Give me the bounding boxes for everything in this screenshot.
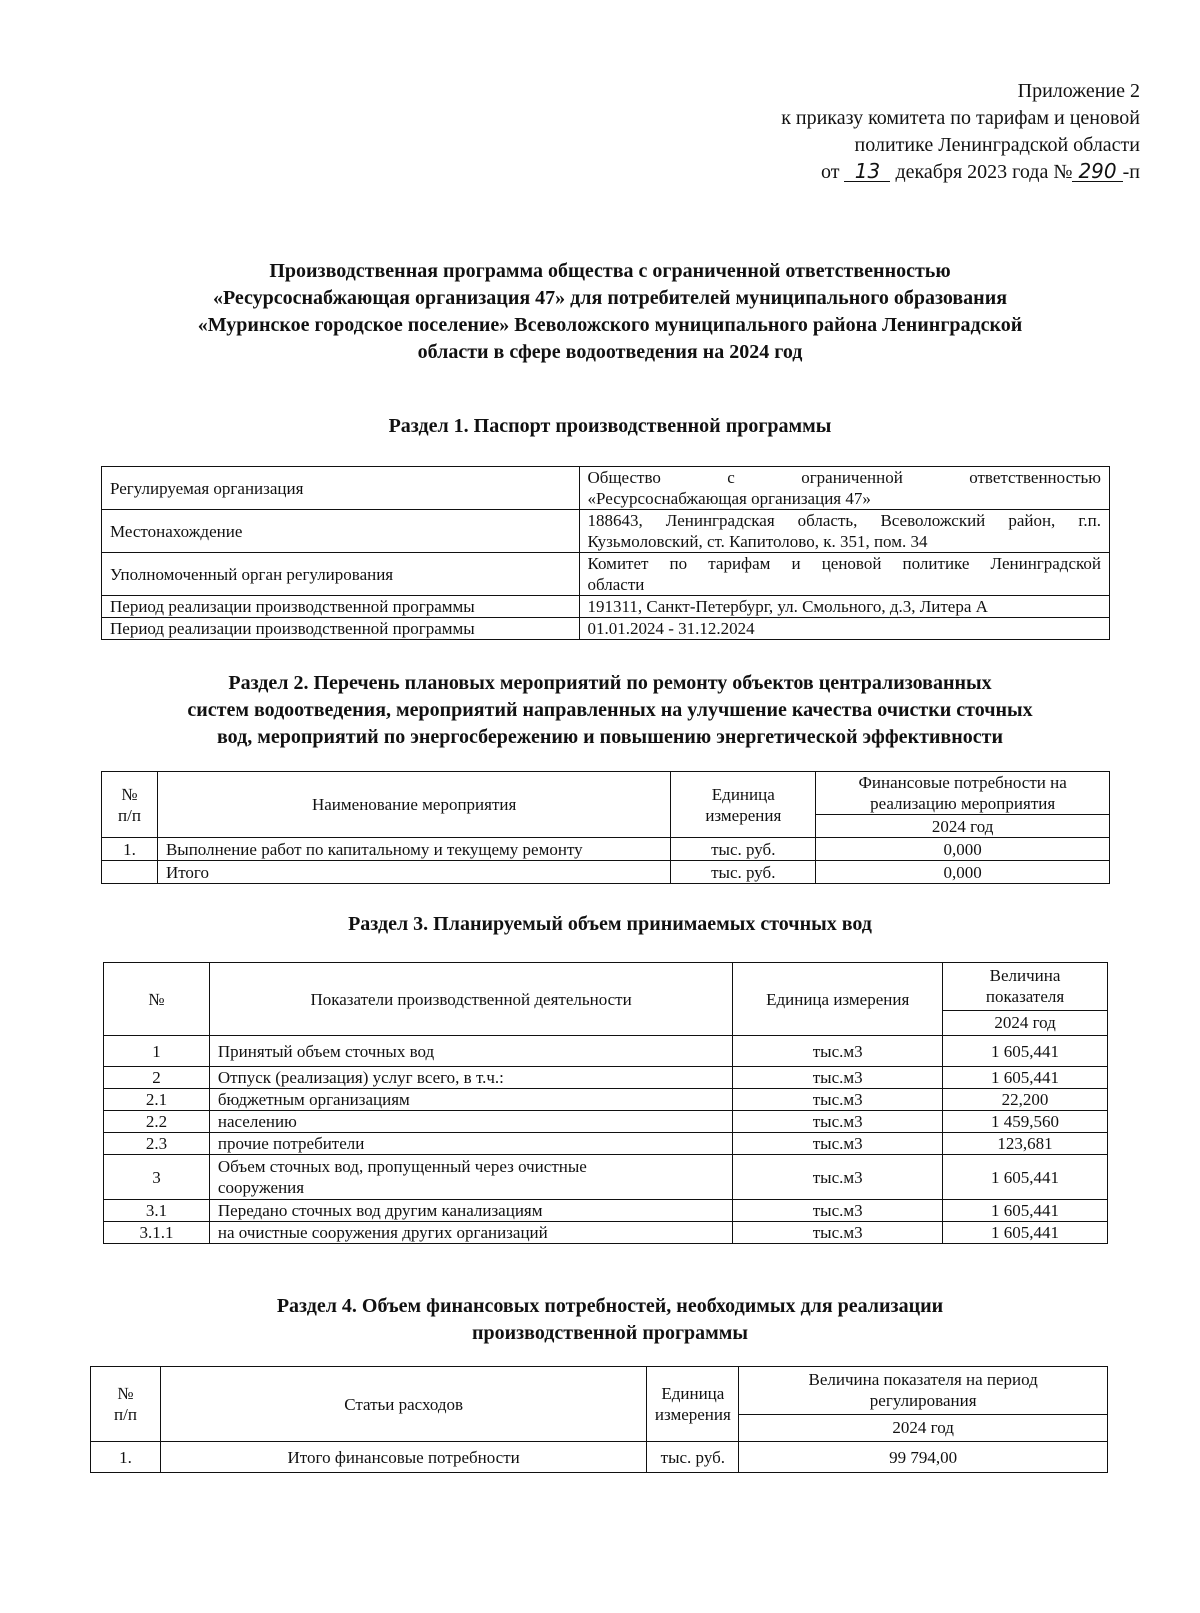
cell-unit: тыс.м3: [733, 1200, 943, 1222]
header-unit: Единица измерения: [733, 963, 943, 1036]
row-label: Местонахождение: [102, 510, 580, 553]
section1-heading: Раздел 1. Паспорт производственной программы: [388, 415, 832, 437]
table-row: [91, 1442, 1108, 1473]
cell-unit: тыс.м3: [733, 1089, 943, 1111]
header-value-b: показателя: [985, 987, 1065, 1007]
section2-heading-line-2: систем водоотведения, мероприятий направленных на улучшение качества очистки сточных: [187, 699, 1033, 721]
cell-value: 0,000: [816, 838, 1110, 861]
cell-num: 2.2: [104, 1111, 210, 1133]
cell-num: 2.1: [104, 1089, 210, 1111]
title-line-3: «Муринское городское поселение» Всеволожского муниципального района Ленинградской: [197, 314, 1023, 336]
table-row: [104, 1036, 1108, 1067]
table-row: [102, 510, 1110, 553]
header-value-a: Величина показателя на период: [808, 1370, 1038, 1390]
cell-value: 99 794,00: [739, 1442, 1108, 1473]
header-num-a: №: [117, 1384, 134, 1403]
section2-activities-table: [101, 771, 1110, 884]
cell-unit: тыс.м3: [733, 1067, 943, 1089]
cell-value: 1 605,441: [943, 1200, 1108, 1222]
header-fin: [816, 772, 1110, 815]
value-line-b: области: [587, 575, 645, 594]
table-header-row: [102, 772, 1110, 815]
cell-name: прочие потребители: [209, 1133, 732, 1155]
cell-unit: тыс. руб.: [671, 861, 816, 884]
section2-heading-line-3: вод, мероприятий по энергосбережению и повышению энергетической эффективности: [217, 726, 1003, 748]
cell-value: 1 605,441: [943, 1155, 1108, 1200]
header-unit: [647, 1367, 739, 1442]
section4-financial-table: [90, 1366, 1108, 1473]
cell-name: Выполнение работ по капитальному и текущему ремонту: [157, 838, 670, 861]
row-value: [579, 553, 1109, 596]
order-suffix: -п: [1122, 161, 1140, 183]
table-header-row: [91, 1367, 1108, 1415]
table-row: [102, 838, 1110, 861]
header-year: 2024 год: [816, 815, 1110, 838]
table-row: [102, 618, 1110, 640]
row-value: 01.01.2024 - 31.12.2024: [579, 618, 1109, 640]
cell-name: населению: [209, 1111, 732, 1133]
cell-name: Отпуск (реализация) услуг всего, в т.ч.:: [209, 1067, 732, 1089]
cell-name: бюджетным организациям: [209, 1089, 732, 1111]
row-label: Уполномоченный орган регулирования: [102, 553, 580, 596]
section2-heading: [100, 670, 1120, 751]
row-value: [579, 510, 1109, 553]
cell-value: 1 605,441: [943, 1036, 1108, 1067]
title-line-4: области в сфере водоотведения на 2024 год: [417, 341, 803, 363]
value-line-b: Кузьмоловский, ст. Капитолово, к. 351, пом. 34: [587, 532, 928, 551]
cell-unit: тыс.м3: [733, 1111, 943, 1133]
title-line-1: Производственная программа общества с ограниченной ответственностью: [269, 260, 951, 282]
date-middle: декабря 2023 года №: [895, 161, 1073, 183]
title-line-2: «Ресурсоснабжающая организация 47» для потребителей муниципального образования: [212, 287, 1008, 309]
handwritten-order-number: 290: [1072, 161, 1122, 182]
header-num-b: п/п: [114, 1405, 137, 1424]
row-label: Период реализации производственной программы: [102, 618, 580, 640]
row-value: 191311, Санкт-Петербург, ул. Смольного, д.3, Литера А: [579, 596, 1109, 618]
value-line-b: «Ресурсоснабжающая организация 47»: [587, 489, 871, 508]
cell-num: 3: [104, 1155, 210, 1200]
cell-name: [209, 1155, 732, 1200]
cell-num: [102, 861, 158, 884]
date-prefix: от: [820, 161, 840, 183]
cell-unit: тыс.м3: [733, 1155, 943, 1200]
cell-unit: тыс. руб.: [671, 838, 816, 861]
row-label: Период реализации производственной программы: [102, 596, 580, 618]
appendix-header: [640, 78, 1140, 186]
header-item: Статьи расходов: [160, 1367, 646, 1442]
cell-name: Итого финансовые потребности: [160, 1442, 646, 1473]
header-num-b: п/п: [118, 805, 141, 825]
header-fin-a: Финансовые потребности на: [858, 773, 1067, 792]
section1-passport-table: [101, 466, 1110, 640]
header-num-a: №: [121, 784, 138, 804]
cell-value: 123,681: [943, 1133, 1108, 1155]
handwritten-day: 13: [844, 161, 890, 182]
header-num: [102, 772, 158, 838]
row-value: [579, 467, 1109, 510]
cell-value: 1 605,441: [943, 1067, 1108, 1089]
header-unit-b: измерения: [705, 805, 782, 825]
row-label: Регулируемая организация: [102, 467, 580, 510]
appendix-line-2: к приказу комитета по тарифам и ценовой: [781, 107, 1140, 129]
cell-num: 3.1: [104, 1200, 210, 1222]
cell-unit: тыс.м3: [733, 1133, 943, 1155]
header-unit-a: Единица: [661, 1384, 725, 1403]
cell-name: Принятый объем сточных вод: [209, 1036, 732, 1067]
value-line-a: Комитет по тарифам и ценовой политике Ленинградской: [587, 554, 1101, 573]
table-row: [102, 861, 1110, 884]
appendix-date-line: [640, 159, 1140, 186]
header-indicator: Показатели производственной деятельности: [209, 963, 732, 1036]
header-year: 2024 год: [739, 1414, 1108, 1441]
table-row: [104, 1200, 1108, 1222]
table-row: [102, 553, 1110, 596]
cell-unit: тыс.м3: [733, 1222, 943, 1244]
section3-volume-table: [103, 962, 1108, 1244]
section4-heading-line-2: производственной программы: [471, 1322, 749, 1344]
table-row: [104, 1111, 1108, 1133]
header-value-a: Величина: [989, 966, 1061, 986]
table-row: [104, 1155, 1108, 1200]
cell-num: 2: [104, 1067, 210, 1089]
appendix-line-1: Приложение 2: [1017, 80, 1140, 102]
header-value: [739, 1367, 1108, 1415]
cell-value: 1 605,441: [943, 1222, 1108, 1244]
value-line-a: Общество с ограниченной ответственностью: [587, 468, 1101, 487]
section4-heading-line-1: Раздел 4. Объем финансовых потребностей, необходимых для реализации: [276, 1295, 944, 1317]
header-fin-b: реализацию мероприятия: [870, 794, 1056, 813]
header-name: Наименование мероприятия: [157, 772, 670, 838]
cell-name: Передано сточных вод другим канализациям: [209, 1200, 732, 1222]
cell-num: 2.3: [104, 1133, 210, 1155]
header-year: 2024 год: [943, 1010, 1108, 1035]
header-num: №: [104, 963, 210, 1036]
cell-name-line-a: Объем сточных вод, пропущенный через очистные: [217, 1157, 587, 1176]
header-value-b: регулирования: [869, 1391, 977, 1411]
table-header-row: [104, 963, 1108, 1011]
cell-num: 3.1.1: [104, 1222, 210, 1244]
header-num: [91, 1367, 161, 1442]
cell-value: 22,200: [943, 1089, 1108, 1111]
section4-heading: [100, 1293, 1120, 1347]
cell-name: Итого: [157, 861, 670, 884]
cell-name: на очистные сооружения других организаций: [209, 1222, 732, 1244]
header-unit-b: измерения: [654, 1405, 731, 1424]
cell-value: 0,000: [816, 861, 1110, 884]
table-row: [102, 467, 1110, 510]
cell-value: 1 459,560: [943, 1111, 1108, 1133]
cell-num: 1: [104, 1036, 210, 1067]
cell-name-line-b: сооружения: [217, 1178, 305, 1197]
table-row: [104, 1133, 1108, 1155]
table-row: [104, 1089, 1108, 1111]
table-row: [104, 1222, 1108, 1244]
cell-num: 1.: [102, 838, 158, 861]
table-row: [102, 596, 1110, 618]
section2-heading-line-1: Раздел 2. Перечень плановых мероприятий по ремонту объектов централизованных: [228, 672, 992, 694]
cell-num: 1.: [91, 1442, 161, 1473]
header-unit: [671, 772, 816, 838]
section3-heading: Раздел 3. Планируемый объем принимаемых сточных вод: [348, 913, 872, 935]
cell-unit: тыс.м3: [733, 1036, 943, 1067]
table-row: [104, 1067, 1108, 1089]
appendix-line-3: политике Ленинградской области: [854, 134, 1140, 156]
cell-unit: тыс. руб.: [647, 1442, 739, 1473]
document-title: [100, 258, 1120, 366]
header-unit-a: Единица: [711, 784, 775, 804]
value-line-a: 188643, Ленинградская область, Всеволожский район, г.п.: [587, 511, 1101, 530]
header-value: [943, 963, 1108, 1011]
